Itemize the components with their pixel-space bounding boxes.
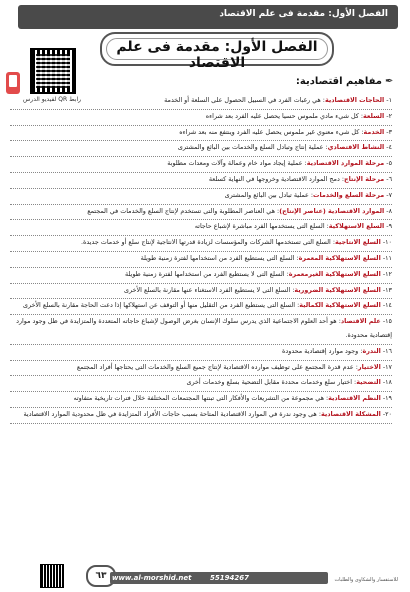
list-item — [10, 110, 392, 124]
item-term: مرحلة الإنتاج — [344, 174, 385, 183]
list-item — [10, 376, 392, 390]
list-item — [10, 408, 392, 422]
page-number: ٦٣ — [86, 565, 116, 587]
list-item — [10, 173, 392, 187]
list-item — [10, 126, 392, 140]
item-number: ٧- — [384, 190, 392, 199]
item-term: السلع الاستهلاكية المعمرة — [298, 253, 381, 262]
concepts-list — [10, 94, 392, 424]
item-definition: : السلع التى يستطيع الفرد من التقليل منها أو التوقف عن استهلاكها إذا دعت الحاجة مقارنة بالسلع الأخرى — [22, 301, 300, 310]
item-term: السلعة — [363, 111, 385, 120]
item-definition: : هي مجموعة من التشريعات والأفكار التى تبنتها المجتمعات المختلفة خلال فترات تاريخية متفاوته — [73, 394, 329, 403]
item-term: المشكلة الاقتصادية — [320, 409, 381, 418]
item-term: مرحلة الموارد الاقتصادية — [306, 159, 385, 168]
list-item — [10, 345, 392, 359]
item-definition: : السلع التى يستخدمها الفرد مباشرة لإشباع حاجاته — [194, 222, 329, 231]
item-definition: : السلع التى يستطيع الفرد من استخدامها لفترة زمنية طويلة — [140, 253, 299, 262]
list-item — [10, 236, 392, 250]
item-definition: : هى وجود ندرة في الموارد الاقتصادية المتاحة بسبب حاجات الأفراد المتزايدة في ظل محدودية الموارد الاقتصادية — [23, 409, 321, 418]
list-item — [10, 299, 392, 313]
list-item — [10, 157, 392, 171]
item-term: النشاط الاقتصادي — [327, 143, 385, 152]
list-item — [10, 392, 392, 406]
website-link[interactable]: www.al-morshid.net — [112, 574, 192, 582]
item-term: السلع الاستهلاكية — [328, 222, 385, 231]
item-number: ٢- — [384, 111, 392, 120]
item-term: النظم الاقتصادية — [328, 394, 381, 403]
item-term: السلع الاستهلاكية الضرورية — [294, 285, 381, 294]
item-definition: : السلع التى تستخدمها الشركات والمؤسسات لزيادة قدرتها الانتاجية لإنتاج سلع أو خدمات جديدة. — [80, 238, 336, 247]
list-item — [10, 284, 392, 298]
item-number: ١- — [384, 96, 392, 104]
list-item — [10, 94, 392, 108]
item-number: ٥- — [384, 159, 392, 168]
list-item — [10, 315, 392, 343]
item-number: ٩- — [384, 222, 392, 231]
item-definition: : دمج الموارد الاقتصادية وخروجها في النهاية كسلعة — [208, 174, 344, 183]
item-number: ٤- — [384, 143, 392, 152]
phone-icon — [6, 72, 20, 94]
chapter-title-box — [100, 32, 334, 71]
item-number: ١٥- — [380, 317, 392, 326]
item-definition: : عملية إنتاج وتبادل السلع والخدمات بين البائع والمشترى — [177, 143, 328, 152]
item-term: الندرة — [362, 346, 381, 355]
item-number: ١١- — [380, 253, 392, 262]
item-definition: : هي رغبات الفرد في السبيل الحصول على السلعة أو الخدمة — [164, 96, 325, 104]
list-item — [10, 252, 392, 266]
item-definition: : هي العناصر المطلوبة والتى تستخدم لإنتاج السلع والخدمات في المجتمع — [87, 206, 280, 215]
qr-caption: رابط QR لفيديو الدرس — [22, 96, 82, 103]
list-item — [10, 361, 392, 375]
item-term: الموارد الاقتصادية (عناصر الإنتاج) — [279, 206, 385, 215]
list-item — [10, 189, 392, 203]
item-term: الخدمة — [363, 127, 385, 136]
item-definition: : السلع التى لا يستطيع الفرد من استخدامها لفترة زمنية طويلة — [125, 269, 289, 278]
divider — [10, 422, 392, 424]
item-number: ١٧- — [380, 362, 392, 371]
qr-code-icon[interactable] — [30, 48, 76, 94]
item-term: السلع الاستهلاكية الكمالية — [299, 301, 381, 310]
item-number: ٦- — [384, 174, 392, 183]
item-number: ١٦- — [380, 346, 392, 355]
list-item — [10, 268, 392, 282]
item-term: السلع الانتاجية — [335, 238, 381, 247]
item-definition: : عدم قدرة المجتمع على توظيف موارده الاقتصادية لإنتاج جميع السلع والخدمات التى يحتاجها أفراد المجتمع — [76, 362, 358, 371]
item-definition: : كل شيء معنوي غير ملموس يحصل عليه الفرد وينتفع منه بعد شراءه — [179, 127, 364, 136]
pen-icon: ✒ — [385, 76, 394, 87]
item-term: التضحية — [356, 378, 381, 387]
list-item — [10, 205, 392, 219]
section-heading: مفاهيم اقتصادية: — [295, 76, 382, 87]
footer — [0, 568, 410, 592]
item-number: ١٤- — [380, 301, 392, 310]
item-term: الحاجات الاقتصادية — [324, 96, 385, 104]
header-title: الفصل الأول: مقدمة فى علم الاقتصاد — [219, 9, 388, 19]
item-number: ١٨- — [380, 378, 392, 387]
item-definition: : هو أحد العلوم الاجتماعية الذي يدرس سلوك الإنسان بغرض الوصول لإشباع حاجاته المتعددة والمتزايدة في ظل وجود موارد إقتصادية محدودة. — [16, 317, 392, 339]
item-definition: : اختيار سلع وخدمات محددة مقابل التضحية بسلع وخدمات أخرى — [186, 378, 357, 387]
qr-code-icon[interactable] — [40, 564, 64, 588]
list-item — [10, 141, 392, 155]
footer-note: للاستفسار والشكاوى والطلبات — [334, 577, 398, 583]
phone-number: 55194267 — [210, 574, 249, 582]
item-definition: : عملية تبادل بين البائع والمشترى — [224, 190, 314, 199]
item-number: ٨- — [384, 206, 392, 215]
list-item — [10, 220, 392, 234]
item-number: ١٣- — [380, 285, 392, 294]
item-definition: : كل شيء مادي ملموس حسيا يحصل عليه الفرد بعد شراءه — [205, 111, 364, 120]
item-definition: : وجود موارد إقتصادية محدودة — [282, 346, 363, 355]
item-term: السلع الاستهلاكية الغيرمعمرة — [288, 269, 381, 278]
item-definition: : السلع التى لا يستطيع الفرد الاستغناء عنها مقارنة بالسلع الأخرى — [124, 285, 295, 294]
item-term: مرحلة السلع والخدمات — [313, 190, 385, 199]
item-term: الاختيار — [357, 362, 381, 371]
item-number: ٣- — [384, 127, 392, 136]
header-bar — [18, 5, 398, 29]
item-definition: : عملية إيجاد مواد خام وعمالة وآلات ومعدات مطلوبة — [167, 159, 307, 168]
item-number: ١٩- — [380, 394, 392, 403]
item-number: ٢٠- — [380, 409, 392, 418]
item-term: علم الاقتصاد — [340, 317, 381, 326]
chapter-title: الفصل الأول: مقدمة فى علم الاقتصاد — [116, 39, 318, 71]
item-number: ١٠- — [380, 238, 392, 247]
item-number: ١٢- — [380, 269, 392, 278]
